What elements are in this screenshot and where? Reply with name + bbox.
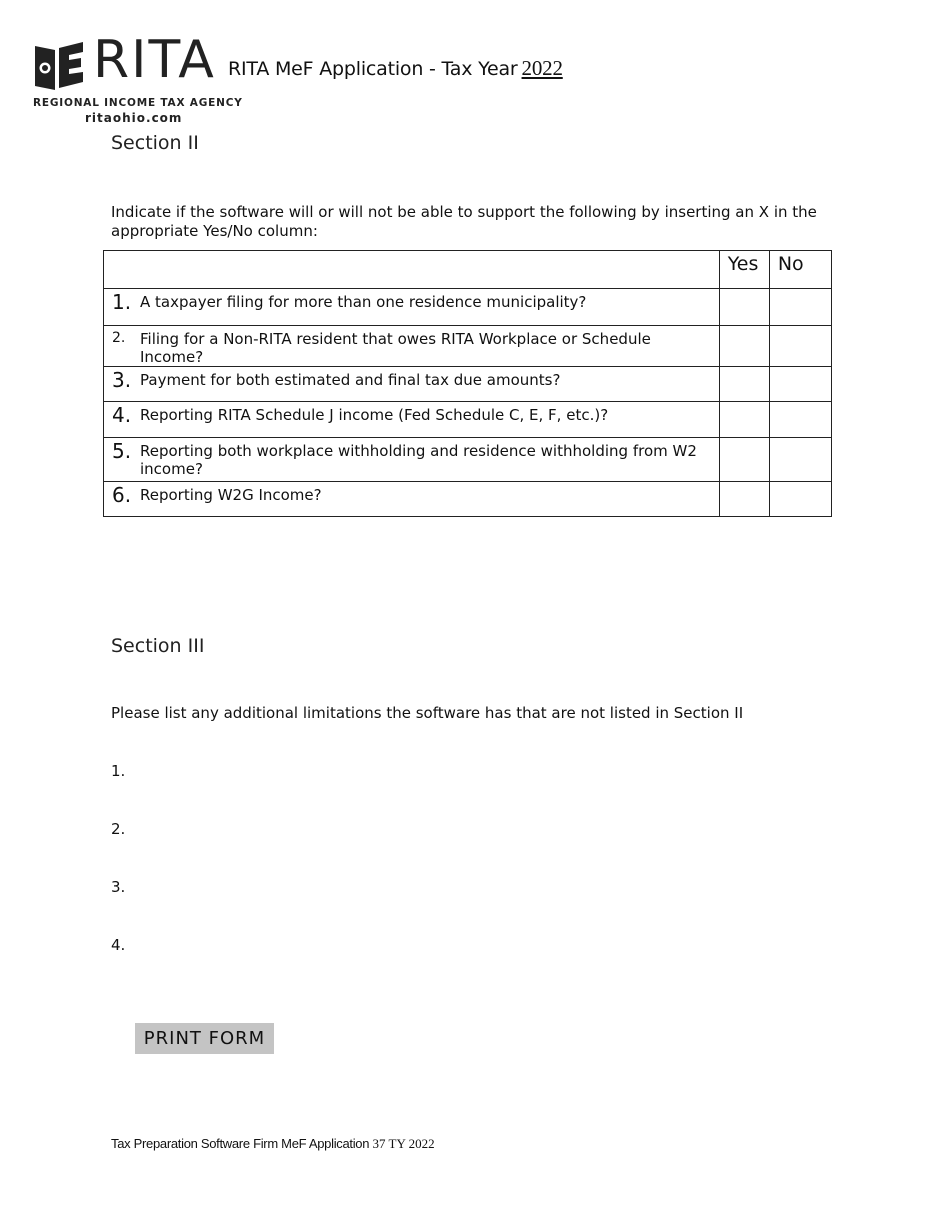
no-cell[interactable] [769, 438, 831, 482]
question-text: Reporting W2G Income? [140, 486, 322, 504]
no-cell[interactable] [769, 367, 831, 402]
table-row [104, 289, 832, 326]
section-2-instructions: Indicate if the software will or will not be able to support the following by inserting an X in the appropriate Yes/No column: [111, 203, 817, 240]
limitation-item-2: 2. [111, 820, 126, 838]
table-row [104, 367, 832, 402]
document-title-year: 2022 [521, 56, 563, 80]
section-3-heading: Section III [111, 635, 205, 657]
rita-book-icon [33, 40, 85, 92]
question-text: Reporting RITA Schedule J income (Fed Schedule C, E, F, etc.)? [140, 406, 609, 424]
table-row [104, 482, 832, 517]
question-cell [104, 482, 720, 517]
limitation-item-1: 1. [111, 762, 126, 780]
question-cell [104, 438, 720, 482]
print-form-button[interactable]: PRINT FORM [135, 1023, 274, 1054]
limitation-item-4: 4. [111, 936, 126, 954]
logo-url: ritaohio.com [85, 111, 183, 125]
limitation-item-3: 3. [111, 878, 126, 896]
question-text: Reporting both workplace withholding and residence withholding from W2 income? [140, 442, 697, 478]
table-row [104, 438, 832, 482]
yes-cell[interactable] [719, 402, 769, 438]
yes-cell[interactable] [719, 482, 769, 517]
question-number: 5. [112, 439, 132, 463]
question-number: 1. [112, 290, 132, 314]
footer-text: Tax Preparation Software Firm MeF Application [111, 1136, 370, 1151]
table-row [104, 326, 832, 367]
section-3-instructions: Please list any additional limitations the software has that are not listed in Section II [111, 704, 744, 722]
question-text: Filing for a Non-RITA resident that owes RITA Workplace or Schedule Income? [140, 330, 651, 366]
yes-cell[interactable] [719, 289, 769, 326]
document-title-text: RITA MeF Application - Tax Year [228, 58, 518, 80]
question-cell [104, 402, 720, 438]
question-cell [104, 289, 720, 326]
question-text: A taxpayer filing for more than one residence municipality? [140, 293, 587, 311]
no-cell[interactable] [769, 482, 831, 517]
no-cell[interactable] [769, 402, 831, 438]
table-row [104, 402, 832, 438]
yes-cell[interactable] [719, 438, 769, 482]
no-column-header: No [769, 251, 831, 289]
document-title [228, 56, 563, 81]
question-number: 3. [112, 368, 132, 392]
logo-wordmark: RITA [93, 30, 216, 90]
yes-column-header: Yes [719, 251, 769, 289]
no-cell[interactable] [769, 326, 831, 367]
page-footer [111, 1136, 435, 1152]
yes-cell[interactable] [719, 326, 769, 367]
question-number: 2. [112, 330, 126, 346]
question-text: Payment for both estimated and final tax due amounts? [140, 371, 561, 389]
section-2-heading: Section II [111, 132, 199, 154]
table-header-row [104, 251, 832, 289]
rita-logo [33, 30, 243, 126]
question-number: 4. [112, 403, 132, 427]
support-table [103, 250, 832, 517]
question-number: 6. [112, 483, 132, 507]
yes-cell[interactable] [719, 367, 769, 402]
footer-code: 37 TY 2022 [372, 1136, 435, 1151]
question-cell [104, 367, 720, 402]
logo-agency-name: REGIONAL INCOME TAX AGENCY [33, 97, 243, 109]
no-cell[interactable] [769, 289, 831, 326]
question-column-header [104, 251, 720, 289]
question-cell [104, 326, 720, 367]
